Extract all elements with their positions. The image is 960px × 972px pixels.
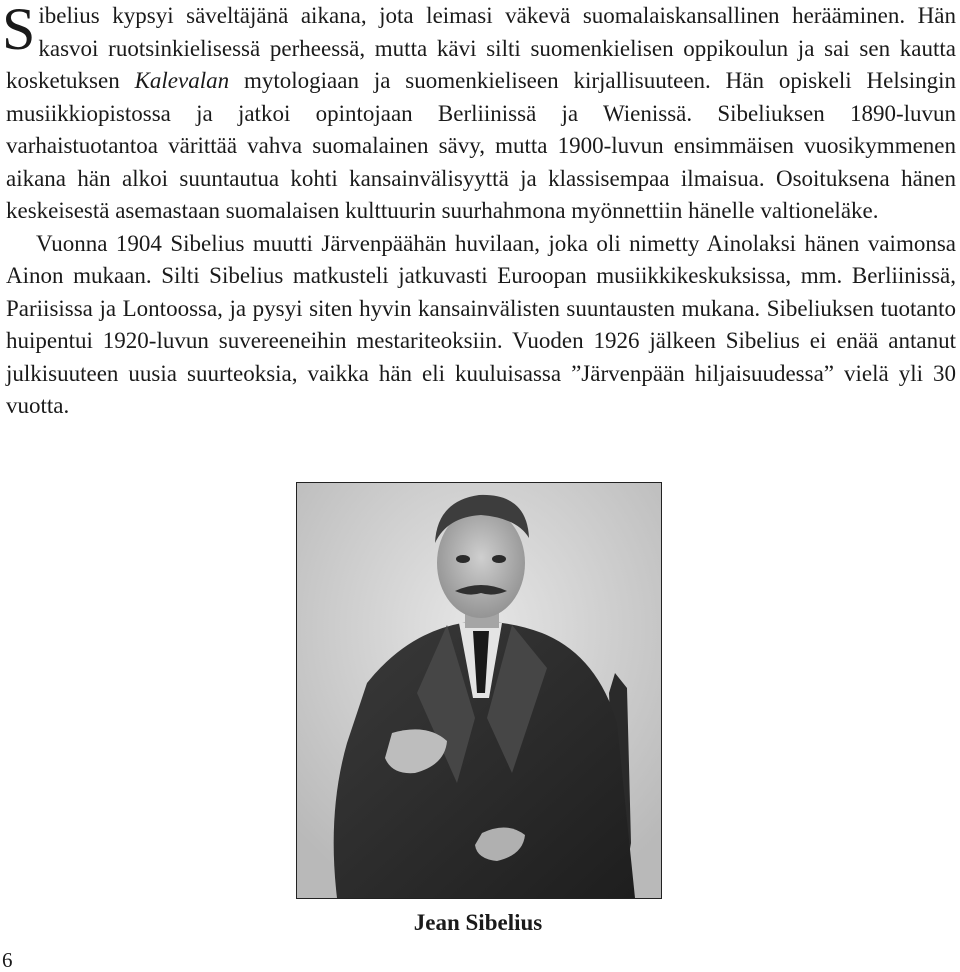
figure-caption: Jean Sibelius: [413, 910, 543, 935]
paragraph-1-text-end: mytologiaan ja suomenkieliseen kirjallisuuteen. Hän opiskeli Helsingin musiikkiopistossa ja jatkoi opintojaan Berliinissä ja Wienissä. Sibeliuksen 1890-luvun varhaistuotantoa värittää vahva suomalainen sävy, mutta 1900-luvun ensimmäisen vuosikymmenen aikana hän alkoi suuntautua kohti kansainvälisyyttä ja klassisempaa ilmaisua. Osoituksena hänen keskeisestä asemastaan suomalaisen kulttuurin suurhahmona myönnettiin hänelle valtioneläke.: [6, 68, 956, 223]
portrait-photo: [296, 482, 662, 899]
body-text: [2, 0, 956, 423]
portrait-illustration: [297, 483, 661, 898]
paragraph-2: Vuonna 1904 Sibelius muutti Järvenpäähän huvilaan, joka oli nimetty Ainolaksi hänen vaimonsa Ainon mukaan. Silti Sibelius matkusteli jatkuvasti Euroopan musiikkikeskuksissa, mm. Berliinissä, Pariisissa ja Lontoossa, ja pysyi siten hyvin kansainvälisten suuntausten mukana. Sibeliuksen tuotanto huipentui 1920-luvun suvereeneihin mestariteoksiin. Vuoden 1926 jälkeen Sibelius ei enää antanut julkisuuteen uusia suurteoksia, vaikka hän eli kuuluisassa ”Järvenpään hiljaisuudessa” vielä yli 30 vuotta.: [6, 230, 956, 418]
page-number: 6: [2, 948, 13, 972]
left-eye: [456, 555, 470, 563]
drop-cap: S: [2, 0, 36, 62]
italic-title-kalevala: Kalevalan: [134, 68, 230, 93]
paragraph-1-text-start: ibelius kypsyi säveltäjänä aikana, jota leimasi väkevä suomalaiskansallinen herääminen. Hän kasvoi ruotsinkielisessä perheessä, mutta kävi silti suomenkielisen oppikoulun ja sai sen kautta kosketuksen: [6, 3, 956, 93]
paragraph-1: [2, 0, 956, 228]
right-eye: [492, 555, 506, 563]
face: [437, 508, 525, 618]
